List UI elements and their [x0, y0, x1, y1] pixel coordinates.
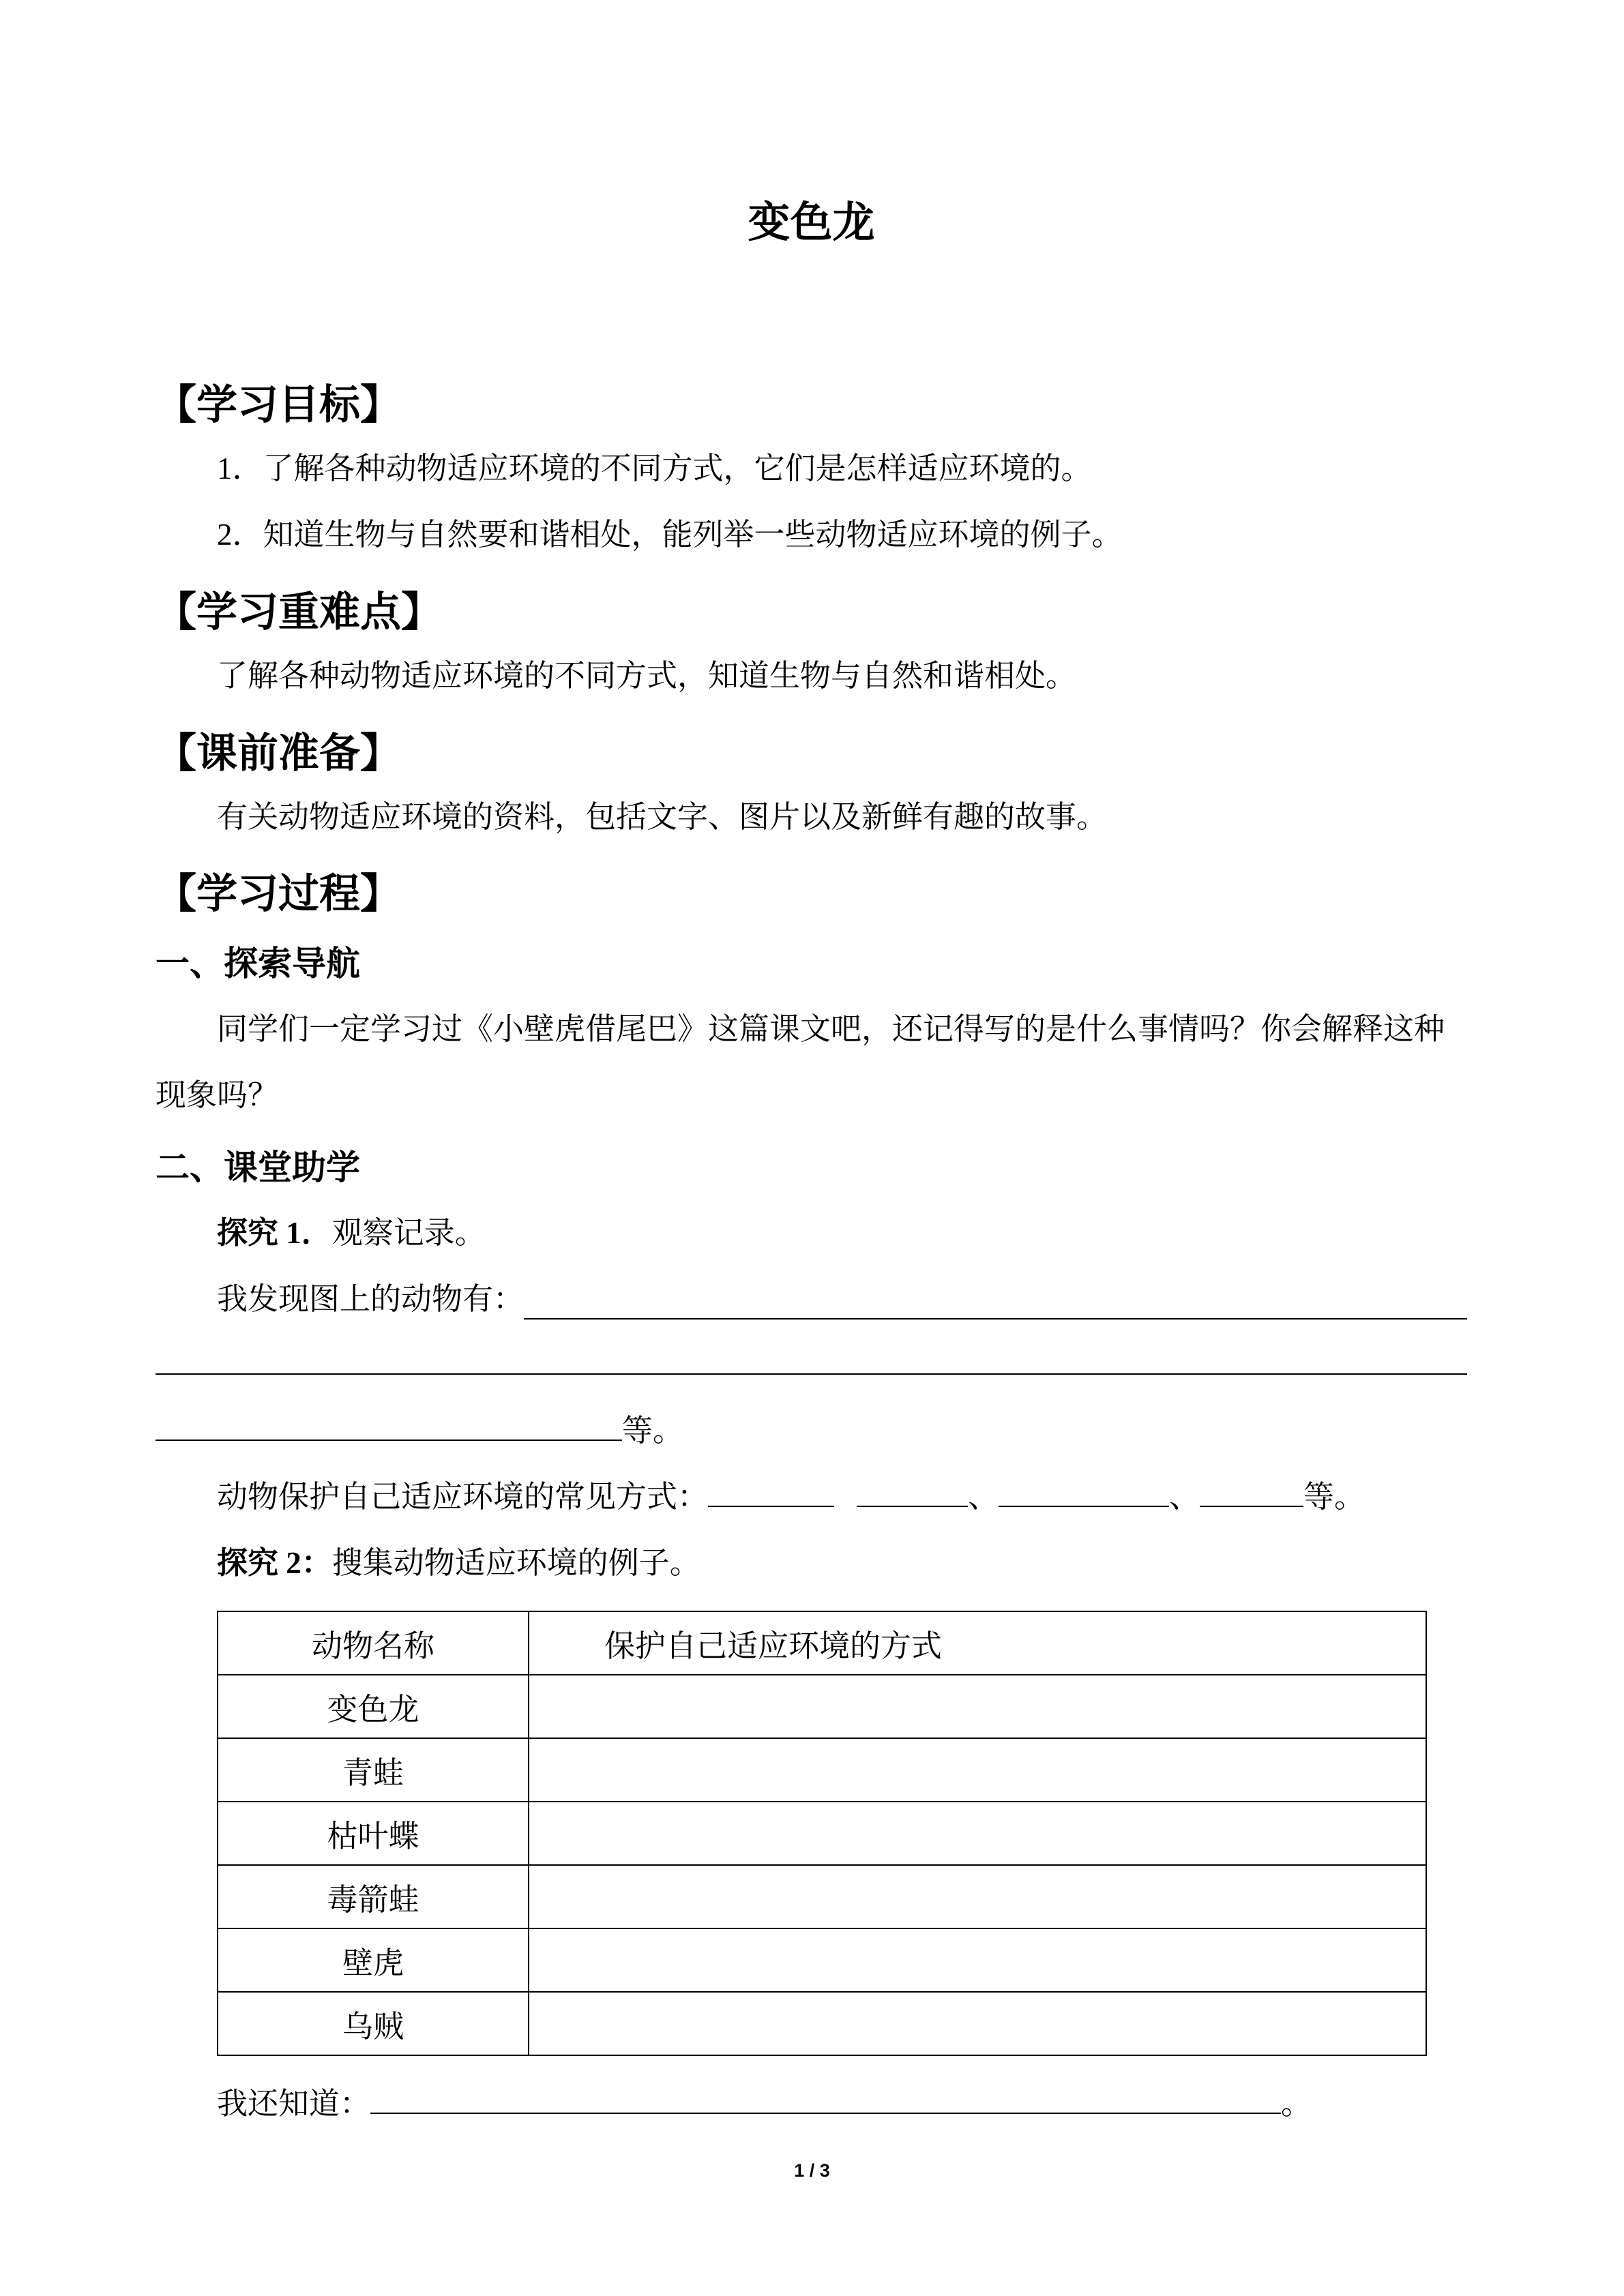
etc-line: [156, 1398, 1467, 1464]
ways-line: [156, 1464, 1467, 1530]
etc-suffix: 等。: [622, 1414, 684, 1448]
objective-item: 1．了解各种动物适应环境的不同方式，它们是怎样适应环境的。: [217, 451, 1092, 486]
continuation-line: [156, 1332, 1467, 1398]
animal-name-cell: 毒箭蛙: [218, 1865, 529, 1928]
table-row: [218, 1992, 1426, 2055]
fill-in-blank: [1200, 1473, 1303, 1507]
animals-table: [217, 1611, 1427, 2056]
protection-way-cell: [529, 1928, 1426, 1992]
found-animals-line: [156, 1266, 1467, 1332]
period-suffix: 。: [1281, 2087, 1312, 2121]
table-header-row: [218, 1611, 1426, 1675]
protection-way-cell: [529, 1802, 1426, 1865]
table-row: [218, 1802, 1426, 1865]
animal-name-cell: 青蛙: [218, 1738, 529, 1802]
know-more-label: 我还知道：: [217, 2087, 371, 2121]
fill-in-blank: [999, 1473, 1169, 1507]
fill-in-blank: [524, 1285, 1467, 1320]
inquiry-1-label: 探究 1．: [217, 1215, 332, 1250]
animal-name-cell: 乌贼: [218, 1992, 529, 2055]
table-header-protection-way: 保护自己适应环境的方式: [529, 1611, 1426, 1675]
protection-way-cell: [529, 1865, 1426, 1928]
inquiry-1-line: [156, 1200, 1467, 1266]
found-animals-label: 我发现图上的动物有：: [217, 1281, 525, 1316]
know-more-line: [156, 2071, 1467, 2137]
page-number: 1 / 3: [794, 2160, 830, 2181]
fill-in-blank: [156, 1407, 622, 1441]
inquiry-1-text: 观察记录。: [331, 1215, 486, 1250]
list-separator: 、: [968, 1479, 999, 1514]
inquiry-2-text: 搜集动物适应环境的例子。: [331, 1545, 700, 1580]
fill-in-blank: [156, 1341, 1467, 1375]
table-row: [218, 1865, 1426, 1928]
table-row: [218, 1675, 1426, 1738]
preparation-text: 有关动物适应环境的资料，包括文字、图片以及新鲜有趣的故事。: [217, 799, 1108, 834]
table-row: [218, 1928, 1426, 1992]
explore-text: 同学们一定学习过《小壁虎借尾巴》这篇课文吧，还记得写的是什么事情吗？你会解释这种现象吗？: [156, 1012, 1445, 1113]
table-header-animal-name: 动物名称: [218, 1611, 529, 1675]
protection-way-cell: [529, 1675, 1426, 1738]
animal-name-cell: 变色龙: [218, 1675, 529, 1738]
protection-way-cell: [529, 1992, 1426, 2055]
section-heading-process: 【学习过程】: [156, 871, 401, 917]
protection-way-cell: [529, 1738, 1426, 1802]
etc-suffix: 等。: [1303, 1479, 1365, 1514]
subsection-heading-explore: 一、探索导航: [156, 944, 360, 983]
section-heading-objectives: 【学习目标】: [156, 383, 401, 428]
document-title: 变色龙: [748, 200, 875, 246]
inquiry-2-line: [156, 1530, 1467, 1596]
section-heading-preparation: 【课前准备】: [156, 730, 401, 776]
key-points-text: 了解各种动物适应环境的不同方式，知道生物与自然和谐相处。: [217, 658, 1077, 693]
subsection-heading-classwork: 二、课堂助学: [156, 1148, 360, 1187]
inquiry-2-label: 探究 2：: [217, 1545, 332, 1580]
ways-label: 动物保护自己适应环境的常见方式：: [217, 1479, 709, 1514]
fill-in-blank: [708, 1473, 834, 1507]
fill-in-blank: [857, 1473, 968, 1507]
objective-item: 2．知道生物与自然要和谐相处，能列举一些动物适应环境的例子。: [217, 518, 1123, 552]
list-separator: 、: [1169, 1479, 1200, 1514]
table-row: [218, 1738, 1426, 1802]
animal-name-cell: 枯叶蝶: [218, 1802, 529, 1865]
animal-name-cell: 壁虎: [218, 1928, 529, 1992]
fill-in-blank: [370, 2080, 1281, 2114]
section-heading-key-points: 【学习重难点】: [156, 589, 442, 635]
